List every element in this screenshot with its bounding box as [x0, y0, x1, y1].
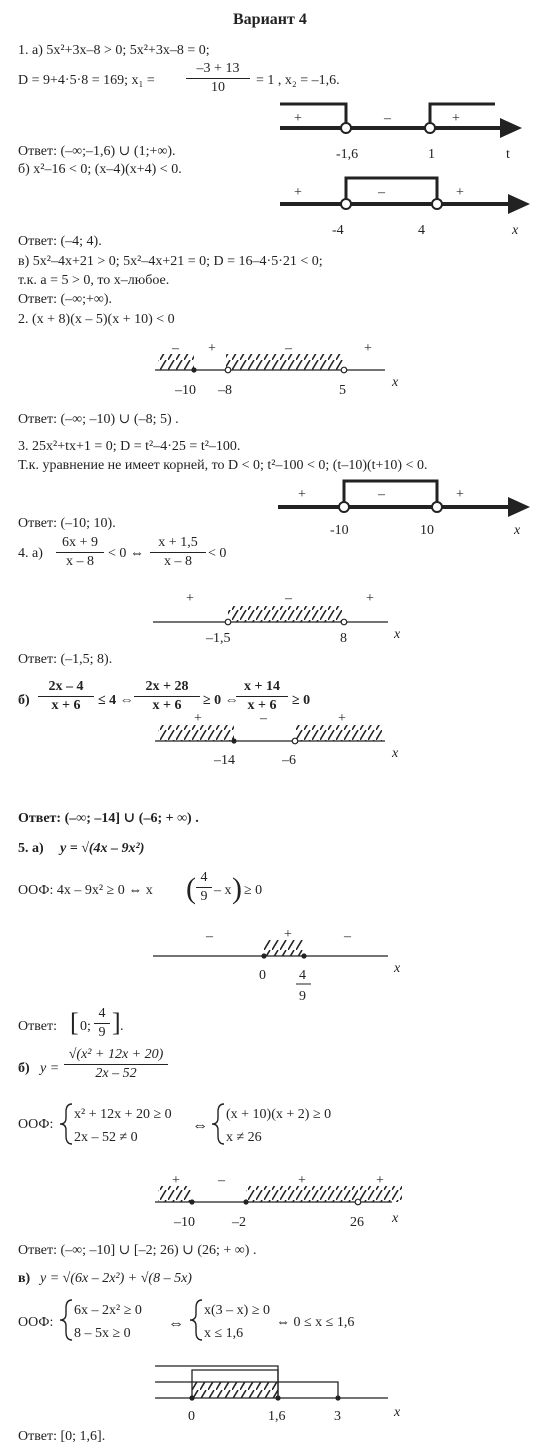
p3-line2: Т.к. уравнение не имеет корней, то D < 0; t²–100 < 0; (t–10)(t+10) < 0.: [18, 458, 428, 473]
p5c-system-line-1: 6x – 2x² ≥ 0: [74, 1303, 142, 1318]
p5b-answer: Ответ: (–∞; –10] ∪ [–2; 26) ∪ (26; + ∞) .: [18, 1243, 257, 1258]
axis-label: x: [392, 746, 399, 761]
p1b-answer: Ответ: (–4; 4).: [18, 234, 102, 249]
number-line-1: [280, 104, 522, 162]
fraction-numerator: x + 14: [236, 680, 288, 697]
sign-label: –: [206, 929, 213, 944]
sign-label: –: [384, 111, 391, 126]
fraction-numerator: 6x + 9: [56, 536, 104, 553]
point-label: 8: [340, 631, 347, 646]
number-line-9: [155, 1366, 401, 1424]
p5a-answer-right: [112, 1010, 127, 1036]
p2-heading: 2. (x + 8)(x – 5)(x + 10) < 0: [18, 312, 175, 327]
fraction-denominator: 10: [211, 80, 225, 95]
close-paren: ): [232, 872, 242, 905]
p5b-label: б): [18, 1061, 30, 1076]
point-label: 1,6: [268, 1409, 286, 1424]
fraction-numerator: 2x – 4: [38, 680, 94, 697]
p5a-paren-fraction: [196, 871, 212, 904]
p5a-paren-tail: – x: [214, 883, 232, 898]
point-label: –2: [232, 1215, 246, 1230]
open-point: [341, 123, 351, 133]
p5b-system-line-3: (x + 10)(x + 2) ≥ 0: [226, 1107, 332, 1122]
p4a-tail: < 0: [208, 546, 227, 561]
axis-label: x: [394, 961, 401, 976]
number-line-2: [280, 178, 530, 238]
point-label: 0: [188, 1409, 195, 1424]
axis-label: x: [392, 1211, 399, 1226]
p5a-label: 5. а): [18, 841, 44, 856]
system-brace: [190, 1300, 202, 1340]
point-label: 3: [334, 1409, 341, 1424]
p5c-result: ⇔ 0 ≤ x ≤ 1,6: [276, 1315, 355, 1330]
p5c-system-line-2: 8 – 5x ≥ 0: [74, 1326, 131, 1341]
p5a-answer-left: [70, 1010, 99, 1036]
fraction-numerator: 4: [196, 871, 212, 888]
p5a-answer-label: Ответ:: [18, 1019, 57, 1034]
number-line-4: [278, 481, 530, 538]
open-point: [432, 199, 442, 209]
fraction-denominator: x + 6: [247, 698, 277, 713]
p5a-answer-open: [: [70, 1008, 79, 1037]
p4b-tail: ≥ 0: [292, 693, 311, 708]
sign-label: –: [378, 487, 385, 502]
point-label: 0: [259, 968, 266, 983]
p3-answer: Ответ: (–10; 10).: [18, 516, 116, 531]
fraction-denominator: x – 8: [66, 554, 94, 569]
fraction-denominator: x + 6: [51, 698, 81, 713]
sign-label: –: [218, 1173, 225, 1188]
point-label: 1: [428, 147, 435, 162]
axis-label: x: [512, 223, 519, 238]
p4a-label: 4. а): [18, 546, 43, 561]
system-brace: [212, 1104, 224, 1144]
p5a-answer-dot: .: [120, 1019, 124, 1034]
p5b-function-y: y =: [40, 1061, 60, 1076]
system-brace: [60, 1300, 72, 1340]
p1c-answer: Ответ: (–∞;+∞).: [18, 292, 113, 307]
axis-label: x: [394, 627, 401, 642]
point-label: –14: [214, 753, 235, 768]
p1a-heading: 1. а) 5x²+3x–8 > 0; 5x²+3x–8 = 0;: [18, 43, 210, 58]
sign-label: +: [338, 711, 346, 726]
p4b-answer: Ответ: (–∞; –14] ∪ (–6; + ∞) .: [18, 811, 199, 826]
p4b-fraction-1: [38, 680, 94, 713]
p4a-answer: Ответ: (–1,5; 8).: [18, 652, 113, 667]
p4a-fraction-1: [56, 536, 104, 569]
fraction-numerator: x + 1,5: [150, 536, 206, 553]
p4a-equivalence: < 0 ⇔: [108, 546, 144, 561]
point-label: 10: [420, 523, 434, 538]
p5b-system-line-1: x² + 12x + 20 ≥ 0: [74, 1107, 172, 1122]
p1c-line2: т.к. a = 5 > 0, то x–любое.: [18, 273, 170, 288]
axis-label: x: [514, 523, 521, 538]
sign-label: +: [298, 487, 306, 502]
p5a-answer-close: ]: [112, 1008, 121, 1037]
open-point: [425, 123, 435, 133]
sign-label: +: [364, 341, 372, 356]
p5b-domain: ООФ:: [18, 1117, 54, 1132]
sign-label: –: [285, 341, 292, 356]
number-line-7: [153, 927, 401, 1004]
p5c-system-line-3: x(3 – x) ≥ 0: [204, 1303, 271, 1318]
fraction-denominator: x + 6: [152, 698, 182, 713]
fraction-numerator: –3 + 13: [186, 62, 250, 79]
sign-label: –: [378, 185, 385, 200]
p5c-equivalence: ⇔: [168, 1315, 184, 1332]
point-label: –6: [282, 753, 296, 768]
sign-label: +: [456, 185, 464, 200]
fraction-numerator: √(x² + 12x + 20): [64, 1048, 168, 1065]
number-line-8: [155, 1173, 402, 1230]
point-label: 26: [350, 1215, 364, 1230]
p1b-heading: б) x²–16 < 0; (x–4)(x+4) < 0.: [18, 162, 182, 177]
open-point: [432, 502, 442, 512]
sign-label: +: [298, 1173, 306, 1188]
sign-label: +: [452, 111, 460, 126]
p1a-roots: = 1 , x₂ = –1,6.: [256, 73, 340, 88]
p5a-function: y = √(4x – 9x²): [60, 841, 145, 856]
sign-label: +: [456, 487, 464, 502]
sign-label: +: [186, 591, 194, 606]
system-brace: [60, 1104, 72, 1144]
point-label: 4: [418, 223, 425, 238]
point-label: 5: [339, 383, 346, 398]
p1a-discriminant: D = 9+4·5·8 = 169; x₁ =: [18, 73, 155, 88]
axis-label: x: [394, 1405, 401, 1420]
point-label: -10: [330, 523, 349, 538]
sign-label: +: [194, 711, 202, 726]
p4b-equivalence-1: ≤ 4 ⇔: [98, 693, 134, 708]
p5b-system-line-4: x ≠ 26: [226, 1130, 262, 1145]
fraction-denominator: 9: [98, 1025, 106, 1040]
page-title: Вариант 4: [233, 11, 307, 28]
p5b-equivalence: ⇔: [192, 1117, 208, 1134]
p5a-domain-tail: ≥ 0: [244, 883, 263, 898]
number-line-6: [155, 711, 399, 768]
fraction-numerator: 4: [94, 1007, 110, 1024]
open-point: [339, 502, 349, 512]
number-line-5: [153, 591, 401, 646]
p5a-domain: ООФ: 4x – 9x² ≥ 0 ⇔ x: [18, 883, 153, 898]
point-label: -4: [332, 223, 344, 238]
fraction-denominator: 2x – 52: [95, 1066, 137, 1081]
open-point: [341, 199, 351, 209]
p5b-system-line-2: 2x – 52 ≠ 0: [74, 1130, 138, 1145]
sign-label: +: [376, 1173, 384, 1188]
fraction-denominator: x – 8: [164, 554, 192, 569]
axis-label: x: [392, 375, 399, 390]
point-label: -1,6: [336, 147, 359, 162]
p5c-function: y = √(6x – 2x²) + √(8 – 5x): [40, 1271, 192, 1286]
p4b-fraction-2: [134, 680, 200, 713]
sign-label: +: [208, 341, 216, 356]
p3-heading: 3. 25x²+tx+1 = 0; D = t²–4·25 = t²–100.: [18, 439, 241, 454]
point-label: –8: [218, 383, 232, 398]
sign-label: +: [294, 111, 302, 126]
p4b-fraction-3: [236, 680, 288, 713]
axis-label: t: [506, 147, 510, 162]
sign-label: –: [285, 591, 292, 606]
p5c-label: в): [18, 1271, 31, 1286]
p4a-fraction-2: [150, 536, 206, 569]
p4b-equivalence-2: ≥ 0 ⇔: [203, 693, 239, 708]
p1a-answer: Ответ: (–∞;–1,6) ∪ (1;+∞).: [18, 144, 176, 159]
point-label: –1,5: [206, 631, 231, 646]
point-label-denominator: 9: [299, 989, 306, 1004]
p5c-answer: Ответ: [0; 1,6].: [18, 1429, 106, 1444]
sign-label: –: [260, 711, 267, 726]
p5c-system-line-4: x ≤ 1,6: [204, 1326, 244, 1341]
point-label: –10: [174, 1215, 195, 1230]
fraction-denominator: 9: [200, 889, 208, 904]
fraction-numerator: 2x + 28: [134, 680, 200, 697]
sign-label: –: [344, 929, 351, 944]
point-label: –10: [175, 383, 196, 398]
sign-label: +: [294, 185, 302, 200]
p1c-heading: в) 5x²–4x+21 > 0; 5x²–4x+21 = 0; D = 16–4·5·21 < 0;: [18, 254, 323, 269]
p2-answer: Ответ: (–∞; –10) ∪ (–8; 5) .: [18, 412, 179, 427]
p5b-function-fraction: [64, 1048, 168, 1081]
number-line-3: [155, 341, 399, 398]
point-label-numerator: 4: [299, 968, 306, 983]
sign-label: +: [172, 1173, 180, 1188]
p5c-domain: ООФ:: [18, 1315, 54, 1330]
sign-label: –: [172, 341, 179, 356]
p4b-label: б): [18, 693, 30, 708]
p5a-answer-zero: 0;: [80, 1019, 91, 1034]
open-paren: (: [186, 872, 196, 905]
sign-label: +: [366, 591, 374, 606]
sign-label: +: [284, 927, 292, 942]
